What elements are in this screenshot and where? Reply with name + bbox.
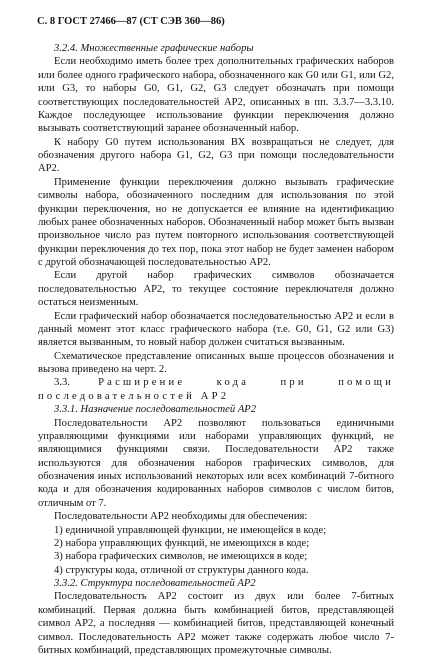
paragraph: Схематическое представление описанных выше процессов обозначения и вызова приведено на черт. 2. xyxy=(38,350,394,375)
page-header: С. 8 ГОСТ 27466—87 (СТ СЭВ 360—86) xyxy=(37,16,225,27)
section-number: 3.3. xyxy=(54,377,99,389)
section-heading: 3.3.1. Назначение последовательностей АР2 xyxy=(54,404,257,416)
body-text xyxy=(38,42,394,657)
paragraph: Последовательность АР2 состоит из двух или более 7-битных комбинаций. Первая должна быть комбинацией битов, представляющей символ АР2, а последняя — комбинацией битов, представляющей конечный символ. Последовательность АР2 может также содержать любое число 7-битных комбинаций, представляющих промежуточные символы. xyxy=(38,591,394,656)
paragraph: Последовательности АР2 необходимы для обеспечения: xyxy=(54,511,308,523)
paragraph: К набору G0 путем использования ВХ возвращаться не следует, для обозначения другого набора G1, G2, G3 при помощи последовательности АР2. xyxy=(38,136,394,175)
list-item: 2) набора управляющих функций, не имеющихся в коде; xyxy=(54,537,310,549)
section-title: Расширение кода при помощи последовательностей АР2 xyxy=(38,377,394,402)
section-heading xyxy=(38,376,394,403)
paragraph: Последовательности АР2 позволяют пользоваться единичными управляющими функциями или наборами управляющих функций, не являющимися функциями связи. Последовательности АР2 также используются для обозначения наборов графических символов, для обозначения иных использований некоторых или всех комбинаций 7-битного кода и для обозначения кодированных наборов символов с числом битов, отличным от 7. xyxy=(38,417,394,509)
paragraph: Если необходимо иметь более трех дополнительных графических наборов или более одного графического набора, обозначенного как G0 или G1, или G2, или G3, то наборы G0, G1, G2, G3 следует обозначать при помощи соответствующих последовательностей АР2, описанных в пп. 3.3.7—3.3.10. Каждое последующее использование функции переключения должно вызывать соответствующий заранее обозначенный набор. xyxy=(38,56,394,135)
section-heading: 3.3.2. Структура последовательностей АР2 xyxy=(54,578,256,589)
section-heading: 3.2.4. Множественные графические наборы xyxy=(54,43,254,54)
list-item: 3) набора графических символов, не имеющихся в коде; xyxy=(54,551,308,563)
paragraph: Если графический набор обозначается последовательностью АР2 и если в данный момент этот класс графического набора (т.е. G0, G1, G2 или G3) является вызванным, то новый набор должен считаться вызванным. xyxy=(38,310,394,349)
list-item: 4) структуры кода, отличной от структуры данного кода. xyxy=(54,564,309,576)
paragraph: Применение функции переключения должно вызывать графические символы набора, обозначенного последним для использования по этой функции переключения, но не допускается ее влияние на идентификацию любых ранее обозначенных наборов. Обозначенный набор может быть вызван произвольное число раз путем повторного использования соответствующей функции переключения до тех пор, пока этот набор не будет заменен набором с другой обозначающей последовательностью АР2. xyxy=(38,176,394,268)
list-item: 1) единичной управляющей функции, не имеющейся в коде; xyxy=(54,524,327,536)
paragraph: Если другой набор графических символов обозначается последовательностью АР2, то текущее состояние переключателя должно остаться неизменным. xyxy=(38,270,394,309)
